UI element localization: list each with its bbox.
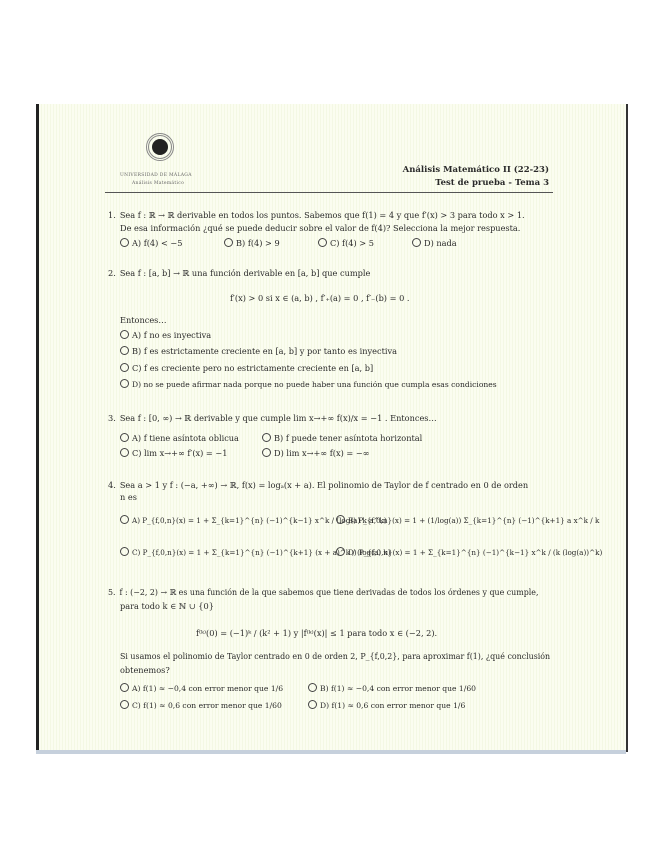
question-5: 5. f : (−2, 2) → ℝ es una función de la que sabemos que tiene derivadas de todos los órdenes y que cumple, [108,588,539,597]
q3-option-a[interactable]: A) f tiene asíntota oblicua [120,433,239,443]
question-5-text-2: para todo k ∈ ℕ ∪ {0} [120,601,214,611]
question-2-lead: Entonces… [120,315,167,325]
q2-option-a[interactable]: A) f no es inyectiva [120,330,211,340]
university-logo-icon [146,133,174,161]
q1-option-a[interactable]: A) f(4) < −5 [120,238,182,248]
q2-option-c[interactable]: C) f es creciente pero no estrictamente creciente en [a, b] [120,363,373,373]
q4-option-a[interactable]: A) P_{f,0,n}(x) = 1 + Σ_{k=1}^{n} (−1)^{k−1} x^k / (log(a) k a^k) [120,515,387,526]
q3-option-c[interactable]: C) lim x→+∞ f′(x) = −1 [120,448,227,458]
q5-option-a[interactable]: A) f(1) ≈ −0,4 con error menor que 1/6 [120,683,283,694]
page-bottom-edge [36,750,626,754]
question-4-text-2: n es [120,492,137,502]
q5-option-c[interactable]: C) f(1) ≈ 0,6 con error menor que 1/60 [120,700,282,711]
test-title: Test de prueba - Tema 3 [435,178,549,188]
q4-option-b[interactable]: B) P_{f,0,n}(x) = 1 + (1/log(a)) Σ_{k=1}^{n} (−1)^{k+1} a x^k / k [336,515,599,526]
question-4: 4. Sea a > 1 y f : (−a, +∞) → ℝ, f(x) = logₐ(x + a). El polinomio de Taylor de f centrado en 0 de orden [108,480,529,490]
q2-option-b[interactable]: B) f es estrictamente creciente en [a, b] y por tanto es inyectiva [120,346,397,356]
q1-option-b[interactable]: B) f(4) > 9 [224,238,280,248]
university-name: UNIVERSIDAD DE MÁLAGA [120,173,192,178]
q2-option-d[interactable]: D) no se puede afirmar nada porque no puede haber una función que cumpla esas condiciones [120,379,497,390]
header-rule [105,192,553,193]
q1-option-d[interactable]: D) nada [412,238,457,248]
department-name: Análisis Matemático [132,181,185,186]
question-5-formula: f⁽ᵏ⁾(0) = (−1)ᵏ / (k² + 1) y |f⁽ᵏ⁾(x)| ≤ 1 para todo x ∈ (−2, 2). [196,628,438,638]
question-3: 3. Sea f : [0, ∞) → ℝ derivable y que cumple lim x→+∞ f(x)/x = −1 . Entonces… [108,413,437,423]
question-1-text-2: De esa información ¿qué se puede deducir sobre el valor de f(4)? Selecciona la mejor respuesta. [120,223,521,233]
q5-option-b[interactable]: B) f(1) ≈ −0,4 con error menor que 1/60 [308,683,476,694]
q4-option-c[interactable]: C) P_{f,0,n}(x) = 1 + Σ_{k=1}^{n} (−1)^{k+1} (x + a)^k / (log(a) k) [120,547,391,558]
q3-option-b[interactable]: B) f puede tener asíntota horizontal [262,433,422,443]
q4-option-d[interactable]: D) P_{f,0,n}(x) = 1 + Σ_{k=1}^{n} (−1)^{k−1} x^k / (k (log(a))^k) [336,547,602,558]
question-5-text-4: obtenemos? [120,665,170,675]
question-2: 2. Sea f : [a, b] → ℝ una función derivable en [a, b] que cumple [108,268,371,278]
question-2-formula: f′(x) > 0 si x ∈ (a, b) , f′₊(a) = 0 , f′₋(b) = 0 . [230,293,410,303]
question-1: 1. Sea f : ℝ → ℝ derivable en todos los puntos. Sabemos que f(1) = 4 y que f′(x) > 3 para todo x > 1. [108,210,525,220]
q5-option-d[interactable]: D) f(1) ≈ 0,6 con error menor que 1/6 [308,700,465,711]
course-title: Análisis Matemático II (22-23) [402,165,549,175]
question-5-text-3: Si usamos el polinomio de Taylor centrado en 0 de orden 2, P_{f,0,2}, para aproximar f(1), ¿qué conclusión [120,652,551,661]
q1-option-c[interactable]: C) f(4) > 5 [318,238,374,248]
q3-option-d[interactable]: D) lim x→+∞ f(x) = −∞ [262,448,370,458]
